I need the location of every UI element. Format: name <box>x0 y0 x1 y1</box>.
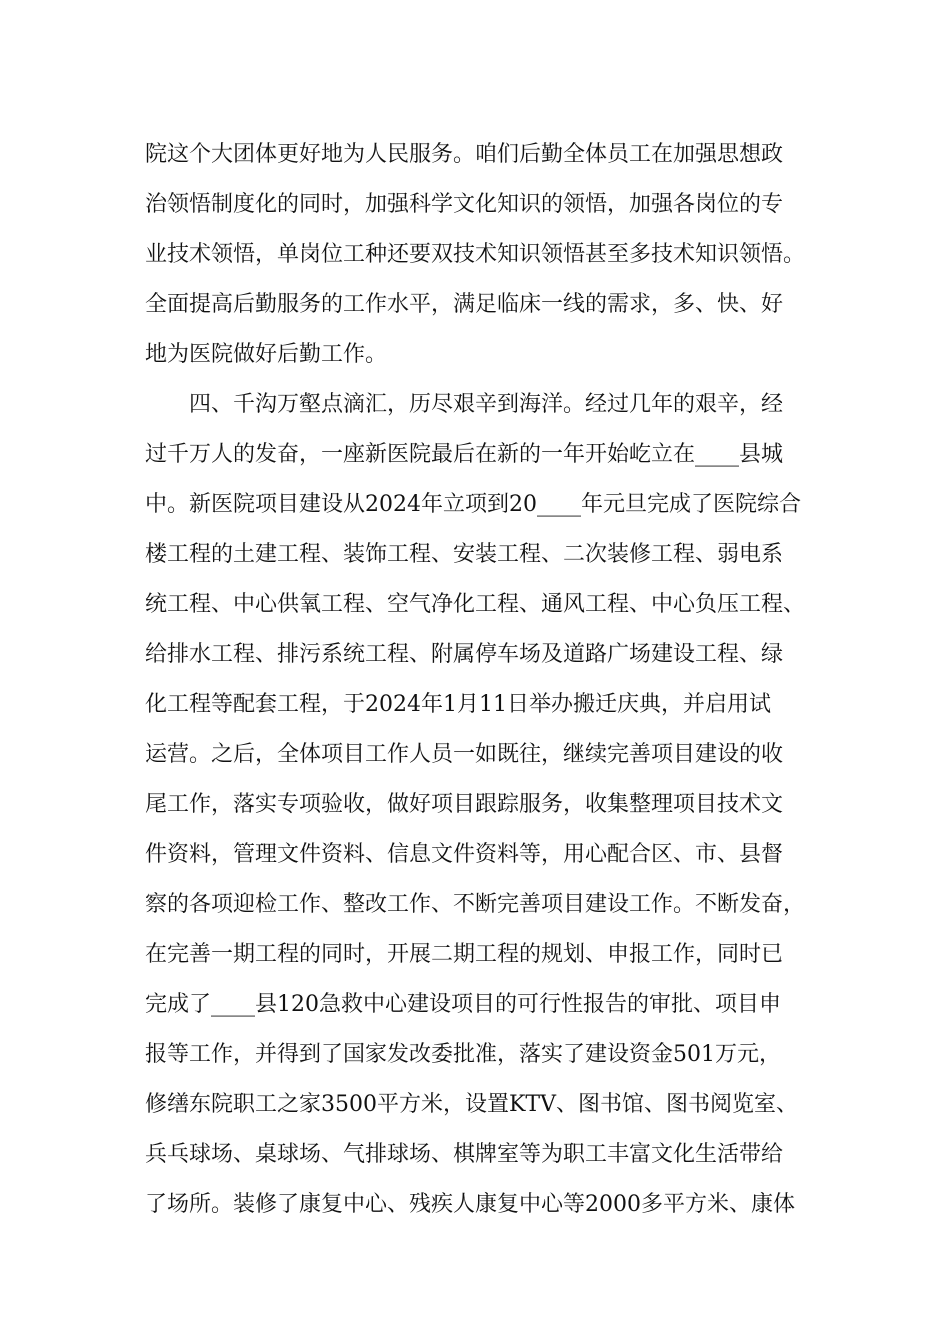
text-line: 化工程等配套工程，于2024年1月11日举办搬迁庆典，并启用试 <box>145 692 771 717</box>
text-line: 尾工作，落实专项验收，做好项目跟踪服务，收集整理项目技术文 <box>145 792 784 817</box>
text-line: 院这个大团体更好地为人民服务。咱们后勤全体员工在加强思想政 <box>145 142 784 167</box>
body-text <box>145 130 825 1230</box>
text-line: 业技术领悟，单岗位工种还要双技术知识领悟甚至多技术知识领悟。 <box>145 242 806 267</box>
text-line: 完成了____县120急救中心建设项目的可行性报告的审批、项目申 <box>145 992 781 1017</box>
text-line: 过千万人的发奋，一座新医院最后在新的一年开始屹立在____县城 <box>145 442 784 467</box>
text-line: 统工程、中心供氧工程、空气净化工程、通风工程、中心负压工程、 <box>145 592 806 617</box>
text-line: 楼工程的土建工程、装饰工程、安装工程、二次装修工程、弱电系 <box>145 542 784 567</box>
text-line: 件资料，管理文件资料、信息文件资料等，用心配合区、市、县督 <box>145 842 784 867</box>
text-line: 给排水工程、排污系统工程、附属停车场及道路广场建设工程、绿 <box>145 642 784 667</box>
text-line: 报等工作，并得到了国家发改委批准，落实了建设资金501万元， <box>145 1042 781 1067</box>
text-line: 察的各项迎检工作、整改工作、不断完善项目建设工作。不断发奋， <box>145 892 806 917</box>
text-line: 中。新医院项目建设从2024年立项到20____年元旦完成了医院综合 <box>145 492 801 517</box>
text-line: 治领悟制度化的同时，加强科学文化知识的领悟，加强各岗位的专 <box>145 192 784 217</box>
text-line: 兵乓球场、桌球场、气排球场、棋牌室等为职工丰富文化生活带给 <box>145 1142 784 1167</box>
paragraph-start-line: 四、千沟万壑点滴汇，历尽艰辛到海洋。经过几年的艰辛，经 <box>189 392 784 417</box>
text-line: 在完善一期工程的同时，开展二期工程的规划、申报工作，同时已 <box>145 942 784 967</box>
text-line: 运营。之后，全体项目工作人员一如既往，继续完善项目建设的收 <box>145 742 784 767</box>
text-line: 修缮东院职工之家3500平方米，设置KTV、图书馆、图书阅览室、 <box>145 1092 798 1117</box>
text-line: 地为医院做好后勤工作。 <box>145 342 388 367</box>
text-line: 了场所。装修了康复中心、残疾人康复中心等2000多平方米、康体 <box>145 1192 795 1217</box>
text-line: 全面提高后勤服务的工作水平，满足临床一线的需求，多、快、好 <box>145 292 784 317</box>
